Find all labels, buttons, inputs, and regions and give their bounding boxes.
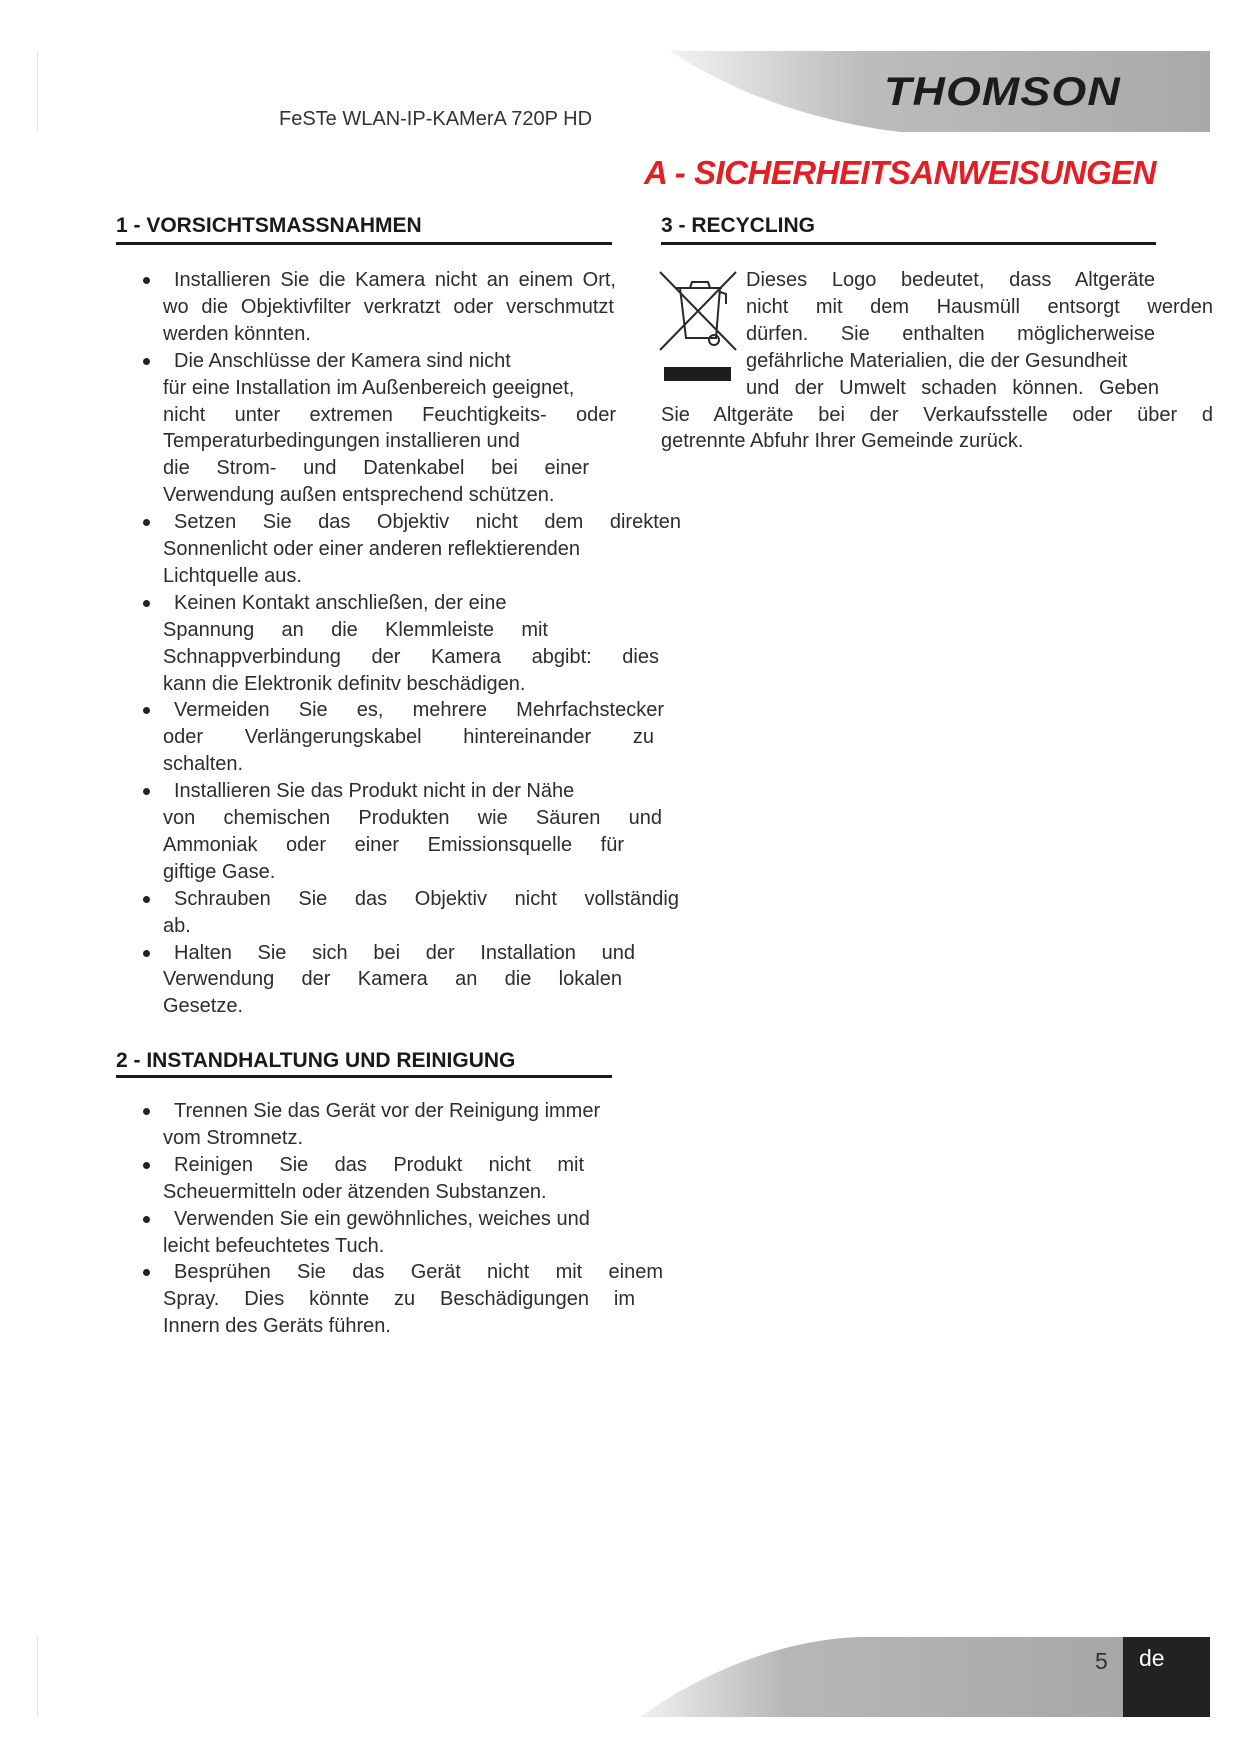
bullet-text-line: Keinen Kontakt anschließen, der eine xyxy=(174,591,507,614)
bullet-text-line: Gesetze. xyxy=(163,995,244,1018)
bullet-text-line: leicht befeuchtetes Tuch. xyxy=(163,1234,385,1257)
bullet-icon xyxy=(143,1108,150,1115)
bullet-icon xyxy=(143,1162,150,1169)
thomson-logo: THOMSON xyxy=(884,70,1121,114)
section-rule xyxy=(116,1075,612,1078)
bullet-icon xyxy=(143,707,150,714)
bullet-text-line: ab. xyxy=(163,914,191,937)
bullet-text-line: wo die Objektivfilter verkratzt oder verschmutzt xyxy=(163,295,614,318)
product-title: FeSTe WLAN-IP-KAMerA 720P HD xyxy=(279,108,593,130)
bullet-text-line: Installieren Sie die Kamera nicht an einem Ort, xyxy=(174,269,616,291)
bullet-text-line: kann die Elektronik definitv beschädigen. xyxy=(163,672,526,695)
bullet-text-line: schalten. xyxy=(163,753,244,776)
section-heading-precautions: 1 - VORSICHTSMASSNAHMEN xyxy=(116,214,422,237)
margin-line-bottom xyxy=(37,1637,38,1717)
page-title: A - SICHERHEITSANWEISUNGEN xyxy=(644,154,1156,191)
bullet-text-line: Vermeiden Sie es, mehrere Mehrfachstecker xyxy=(174,699,664,722)
bullet-text-line: Trennen Sie das Gerät vor der Reinigung immer xyxy=(174,1100,601,1122)
bullet-text-line: Verwenden Sie ein gewöhnliches, weiches und xyxy=(174,1207,590,1230)
bullet-text-line: nicht unter extremen Feuchtigkeits- oder xyxy=(163,403,616,426)
bullet-text-line: Besprühen Sie das Gerät nicht mit einem xyxy=(174,1261,663,1284)
bullet-text-line: Die Anschlüsse der Kamera sind nicht xyxy=(174,349,511,372)
bullet-text-line: Innern des Geräts führen. xyxy=(163,1315,391,1338)
page-number: 5 xyxy=(1095,1648,1108,1674)
bullet-text-line: Lichtquelle aus. xyxy=(163,564,302,587)
bullet-icon xyxy=(143,358,150,365)
recycling-text-line: nicht mit dem Hausmüll entsorgt werden xyxy=(746,295,1213,318)
bullet-icon xyxy=(143,1216,150,1223)
margin-line-top xyxy=(37,51,38,132)
bullet-text-line: Sonnenlicht oder einer anderen reflektierenden xyxy=(163,538,580,560)
section-rule xyxy=(661,242,1156,245)
bullet-icon xyxy=(143,600,150,607)
recycling-text-line: dürfen. Sie enthalten möglicherweise xyxy=(746,322,1155,345)
recycling-text-line: gefährliche Materialien, die der Gesundheit xyxy=(746,349,1128,372)
bullet-text-line: für eine Installation im Außenbereich geeignet, xyxy=(163,376,575,399)
bullet-text-line: Reinigen Sie das Produkt nicht mit xyxy=(174,1153,584,1176)
bullet-text-line: giftige Gase. xyxy=(163,860,276,883)
bullet-icon xyxy=(143,788,150,795)
bullet-text-line: Schnappverbindung der Kamera abgibt: dies xyxy=(163,645,659,668)
bullet-text-line: von chemischen Produkten wie Säuren und xyxy=(163,807,662,829)
section-heading-maintenance: 2 - INSTANDHALTUNG UND REINIGUNG xyxy=(116,1049,516,1072)
bullet-text-line: Setzen Sie das Objektiv nicht dem direkten xyxy=(174,511,681,534)
recycling-text-line: Sie Altgeräte bei der Verkaufsstelle oder über d xyxy=(661,403,1213,426)
bullet-text-line: Verwendung der Kamera an die lokalen xyxy=(163,968,622,991)
bullet-text-line: die Strom- und Datenkabel bei einer xyxy=(163,457,589,480)
recycling-text-line: Dieses Logo bedeutet, dass Altgeräte xyxy=(746,269,1155,291)
bullet-text-line: Temperaturbedingungen installieren und xyxy=(163,430,520,453)
section-rule xyxy=(116,242,612,245)
bullet-icon xyxy=(143,950,150,957)
recycling-text-line: und der Umwelt schaden können. Geben xyxy=(746,376,1159,399)
bullet-text-line: Spannung an die Klemmleiste mit xyxy=(163,618,548,641)
bullet-icon xyxy=(143,277,150,284)
bullet-text-line: Installieren Sie das Produkt nicht in der Nähe xyxy=(174,780,575,803)
bullet-text-line: vom Stromnetz. xyxy=(163,1126,304,1149)
bullet-icon xyxy=(143,896,150,903)
bullet-icon xyxy=(143,519,150,526)
language-box xyxy=(1123,1637,1210,1717)
bullet-icon xyxy=(143,1269,150,1276)
section-heading-recycling: 3 - RECYCLING xyxy=(661,214,816,237)
bullet-text-line: werden könnten. xyxy=(163,322,311,345)
footer-band xyxy=(630,1637,1125,1718)
bullet-text-line: Schrauben Sie das Objektiv nicht vollständig xyxy=(174,887,679,910)
language-code: de xyxy=(1139,1645,1165,1671)
bullet-text-line: Halten Sie sich bei der Installation und xyxy=(174,941,635,964)
bullet-text-line: Scheuermitteln oder ätzenden Substanzen. xyxy=(163,1180,547,1203)
bullet-text-line: oder Verlängerungskabel hintereinander zu xyxy=(163,726,654,749)
bullet-text-line: Verwendung außen entsprechend schützen. xyxy=(163,484,555,507)
recycling-text-line: getrennte Abfuhr Ihrer Gemeinde zurück. xyxy=(661,430,1024,453)
bullet-text-line: Spray. Dies könnte zu Beschädigungen im xyxy=(163,1288,635,1311)
bullet-text-line: Ammoniak oder einer Emissionsquelle für xyxy=(163,833,624,856)
crossed-out-wheelie-bin-icon xyxy=(658,270,740,382)
